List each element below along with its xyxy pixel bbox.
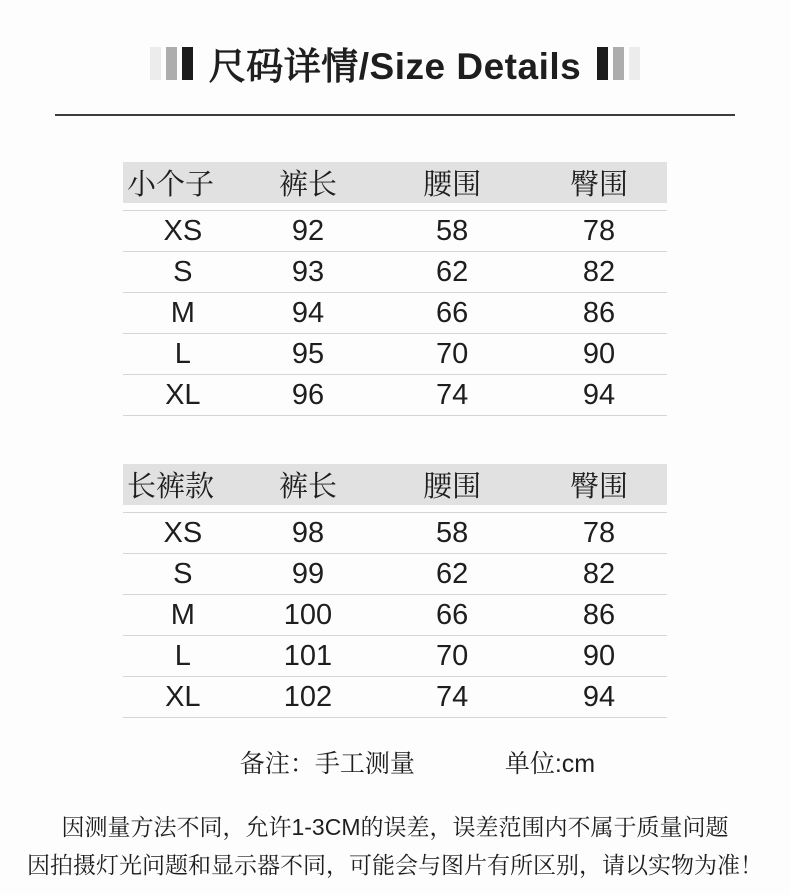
pant-length-cell: 102 <box>283 680 333 713</box>
title-divider <box>55 114 735 116</box>
hip-cell: 82 <box>582 557 616 590</box>
size-label-cell: M <box>170 296 195 329</box>
hip-cell: 94 <box>582 680 616 713</box>
size-label-cell: S <box>173 255 193 288</box>
table-row <box>123 676 667 718</box>
decor-bar-icon <box>150 47 161 80</box>
size-label-cell: L <box>174 337 191 370</box>
table-header-cell: 裤长 <box>278 471 337 503</box>
table-header-cell: 裤长 <box>278 169 337 201</box>
table-row <box>123 635 667 676</box>
waist-cell: 74 <box>435 378 469 411</box>
table-body <box>123 512 667 718</box>
table-row <box>123 292 667 333</box>
decor-bar-icon <box>613 47 624 80</box>
table-row <box>123 251 667 292</box>
title-right-bars-decoration <box>597 47 640 80</box>
table-body <box>123 210 667 416</box>
waist-cell: 70 <box>435 337 469 370</box>
size-label-cell: L <box>174 639 191 672</box>
pant-length-cell: 98 <box>291 516 325 549</box>
size-table-long-pants <box>123 464 667 718</box>
hip-cell: 78 <box>582 516 616 549</box>
disclaimer-line-1: 因测量方法不同，允许1-3CM的误差，误差范围内不属于质量问题 <box>61 814 729 840</box>
table-row <box>123 553 667 594</box>
pant-length-cell: 100 <box>283 598 333 631</box>
waist-cell: 62 <box>435 557 469 590</box>
table-header-cell: 腰围 <box>423 471 482 503</box>
size-table-petite <box>123 162 667 416</box>
hip-cell: 82 <box>582 255 616 288</box>
hip-cell: 86 <box>582 296 616 329</box>
pant-length-cell: 96 <box>291 378 325 411</box>
table-header-cell: 臀围 <box>569 169 628 201</box>
hip-cell: 78 <box>582 214 616 247</box>
decor-bar-icon <box>182 47 193 80</box>
title-left-bars-decoration <box>150 47 193 80</box>
page-title: 尺码详情/Size Details <box>208 46 582 87</box>
pant-length-cell: 93 <box>291 255 325 288</box>
pant-length-cell: 94 <box>291 296 325 329</box>
table-row <box>123 333 667 374</box>
table-header-row <box>123 162 667 203</box>
unit-note: 单位:cm <box>504 750 596 778</box>
decor-bar-icon <box>629 47 640 80</box>
table-row <box>123 210 667 251</box>
size-label-cell: M <box>170 598 195 631</box>
measurement-notes-row <box>0 744 790 780</box>
remark-note: 备注：手工测量 <box>239 750 415 778</box>
hip-cell: 90 <box>582 639 616 672</box>
size-label-cell: XL <box>165 378 201 411</box>
table-header-row <box>123 464 667 505</box>
waist-cell: 58 <box>435 516 469 549</box>
disclaimer-line-2: 因拍摄灯光问题和显示器不同，可能会与图片有所区别，请以实物为准！ <box>27 852 763 878</box>
table-header-cell: 长裤款 <box>127 471 215 503</box>
table-row <box>123 512 667 553</box>
page-title-row <box>0 0 790 90</box>
waist-cell: 66 <box>435 296 469 329</box>
table-header-cell: 腰围 <box>423 169 482 201</box>
pant-length-cell: 99 <box>291 557 325 590</box>
table-header-cell: 臀围 <box>569 471 628 503</box>
size-label-cell: XS <box>163 516 203 549</box>
hip-cell: 94 <box>582 378 616 411</box>
disclaimer <box>0 808 790 884</box>
hip-cell: 90 <box>582 337 616 370</box>
decor-bar-icon <box>166 47 177 80</box>
pant-length-cell: 101 <box>283 639 333 672</box>
hip-cell: 86 <box>582 598 616 631</box>
waist-cell: 62 <box>435 255 469 288</box>
size-label-cell: XL <box>165 680 201 713</box>
size-label-cell: XS <box>163 214 203 247</box>
table-row <box>123 374 667 416</box>
pant-length-cell: 92 <box>291 214 325 247</box>
decor-bar-icon <box>597 47 608 80</box>
waist-cell: 66 <box>435 598 469 631</box>
waist-cell: 58 <box>435 214 469 247</box>
table-header-cell: 小个子 <box>127 169 215 201</box>
waist-cell: 70 <box>435 639 469 672</box>
pant-length-cell: 95 <box>291 337 325 370</box>
table-row <box>123 594 667 635</box>
size-label-cell: S <box>173 557 193 590</box>
waist-cell: 74 <box>435 680 469 713</box>
